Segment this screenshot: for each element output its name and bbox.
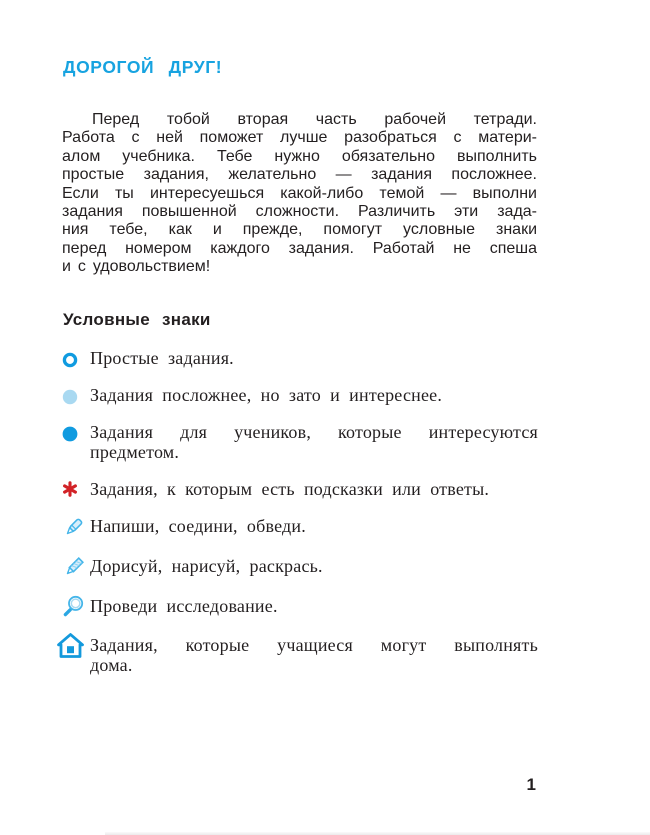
legend-item-research-tasks bbox=[62, 596, 538, 618]
circle-open-icon bbox=[62, 348, 90, 368]
circle-solid-icon bbox=[62, 422, 90, 442]
legend-item-draw-tasks bbox=[62, 556, 538, 579]
pen-icon bbox=[62, 516, 90, 539]
legend-item-simple-tasks bbox=[62, 348, 538, 368]
intro-line: Работа с ней поможет лучше разобраться с матери- bbox=[62, 129, 537, 147]
page-title: ДОРОГОЙ ДРУГ! bbox=[63, 57, 223, 77]
asterisk-icon bbox=[62, 479, 90, 497]
legend-item-hint-tasks bbox=[62, 479, 538, 499]
intro-line: алом учебника. Тебе нужно обязательно выполнить bbox=[62, 147, 537, 165]
legend-item-label: Задания для учеников, которые интересуются предметом. bbox=[90, 422, 538, 462]
legend-list bbox=[62, 348, 538, 692]
magnifier-icon bbox=[62, 596, 90, 618]
legend-item-label: Проведи исследование. bbox=[90, 596, 278, 616]
house-icon bbox=[62, 635, 90, 659]
legend-item-label: Напиши, соедини, обведи. bbox=[90, 516, 306, 536]
intro-line: Перед тобой вторая часть рабочей тетради. bbox=[92, 111, 537, 128]
legend-item-home-tasks bbox=[62, 635, 538, 675]
circle-light-icon bbox=[62, 385, 90, 405]
intro-line: и с удовольствием! bbox=[62, 258, 211, 276]
page-number: 1 bbox=[526, 775, 536, 794]
legend-heading: Условные знаки bbox=[63, 310, 211, 329]
pencil-icon bbox=[62, 556, 90, 579]
legend-item-write-tasks bbox=[62, 516, 538, 539]
intro-line: задания повышенной сложности. Различить эти зада- bbox=[62, 203, 537, 221]
legend-item-label: Задания, к которым есть подсказки или ответы. bbox=[90, 479, 490, 499]
legend-item-label: Дорисуй, нарисуй, раскрась. bbox=[90, 556, 323, 576]
legend-item-label: Задания, которые учащиеся могут выполнять дома. bbox=[90, 635, 538, 675]
intro-line: простые задания, желательно — задания посложнее. bbox=[62, 166, 537, 184]
intro-line: Если ты интересуешься какой-либо темой — выполни bbox=[62, 184, 537, 202]
intro-line: перед номером каждого задания. Работай не спеша bbox=[62, 239, 537, 257]
intro-line: ния тебе, как и прежде, помогут условные знаки bbox=[62, 221, 537, 239]
intro-paragraph bbox=[62, 111, 537, 277]
legend-item-label: Задания посложнее, но зато и интереснее. bbox=[90, 385, 443, 405]
legend-item-label: Простые задания. bbox=[90, 348, 234, 368]
legend-item-advanced-tasks bbox=[62, 422, 538, 462]
legend-item-harder-tasks bbox=[62, 385, 538, 405]
